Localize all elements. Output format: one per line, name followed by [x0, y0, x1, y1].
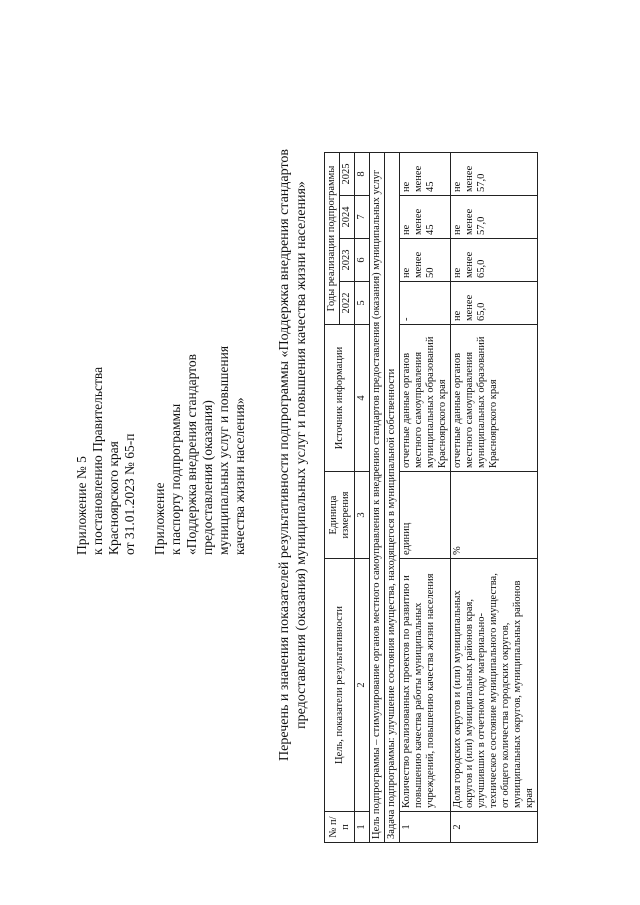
- passport-appendix-block: [152, 135, 248, 555]
- row-value-2023: не менее 65,0: [451, 239, 538, 282]
- row-num: 1: [400, 812, 451, 843]
- header-year-2025: 2025: [340, 153, 355, 196]
- header-year-2024: 2024: [340, 196, 355, 239]
- table-row: [400, 153, 451, 843]
- col-number: 3: [355, 472, 370, 559]
- appendix-line: «Поддержка внедрения стандартов: [184, 354, 199, 555]
- column-numbers-row: [355, 153, 370, 843]
- appendix-line: предоставления (оказания): [200, 400, 215, 555]
- table-header-row: [325, 153, 340, 843]
- row-value-2024: не менее 45: [400, 196, 451, 239]
- header-unit: Единица измерения: [325, 472, 355, 559]
- col-number: 8: [355, 153, 370, 196]
- row-source: отчетные данные органов местного самоуправления муниципальных образований Красноярского края: [400, 325, 451, 472]
- appendix-line: Приложение: [152, 482, 167, 555]
- col-number: 2: [355, 559, 370, 812]
- appendix-line: муниципальных услуг и повышения: [216, 345, 231, 555]
- header-year-2023: 2023: [340, 239, 355, 282]
- row-value-2025: не менее 57,0: [451, 153, 538, 196]
- header-goal: Цель, показатели результативности: [325, 559, 355, 812]
- row-value-2023: не менее 50: [400, 239, 451, 282]
- indicators-table-wrapper: [324, 152, 538, 843]
- approval-line: от 31.01.2023 № 65-п: [122, 433, 137, 555]
- approval-line: Приложение № 5: [74, 456, 89, 555]
- col-number: 4: [355, 325, 370, 472]
- row-indicator: Доля городских округов и (или) муниципальных округов и (или) муниципальных районов края, улучшивших в отчетном году материально-техническое состояние муниципального имущества, от общего количества городских округов, муниципальных округов, муниципальных районов края: [451, 559, 538, 812]
- approval-line: к постановлению Правительства: [90, 366, 105, 555]
- col-number: 5: [355, 282, 370, 325]
- header-years-group: Годы реализации подпрограммы: [325, 153, 340, 325]
- col-number: 1: [355, 812, 370, 843]
- appendix-line: к паспорту подпрограммы: [168, 403, 183, 555]
- row-unit: единиц: [400, 472, 451, 559]
- row-value-2022: не менее 65,0: [451, 282, 538, 325]
- header-num: № п/п: [325, 812, 355, 843]
- subprogram-task: Задача подпрограммы: улучшение состояния имущества, находящегося в муниципальной собственности: [385, 153, 400, 843]
- appendix-line: качества жизни населения»: [232, 397, 247, 555]
- header-source: Источник информации: [325, 325, 355, 472]
- row-value-2024: не менее 57,0: [451, 196, 538, 239]
- row-value-2025: не менее 45: [400, 153, 451, 196]
- row-num: 2: [451, 812, 538, 843]
- col-number: 7: [355, 196, 370, 239]
- subprogram-goal: Цель подпрограммы – стимулирование органов местного самоуправления к внедрению стандартов предоставления (оказания) муниципальных услуг: [370, 153, 385, 843]
- table-row: [451, 153, 538, 843]
- title-line-2: предоставления (оказания) муниципальных услуг и повышения качества жизни населения»: [294, 181, 309, 729]
- title-line-1: Перечень и значения показателей результативности подпрограммы «Поддержка внедрения стандартов: [277, 149, 292, 761]
- indicators-table: [324, 152, 538, 843]
- row-unit: %: [451, 472, 538, 559]
- row-indicator: Количество реализованных проектов по развитию и повышению качества работы муниципальных учреждений, повышению качества жизни населения: [400, 559, 451, 812]
- document-title: [276, 105, 310, 805]
- appendix-approval-block: [74, 175, 138, 555]
- goal-row: [370, 153, 385, 843]
- task-row: [385, 153, 400, 843]
- header-year-2022: 2022: [340, 282, 355, 325]
- approval-line: Красноярского края: [106, 441, 121, 555]
- row-source: отчетные данные органов местного самоуправления муниципальных образований Красноярского края: [451, 325, 538, 472]
- row-value-2022: -: [400, 282, 451, 325]
- col-number: 6: [355, 239, 370, 282]
